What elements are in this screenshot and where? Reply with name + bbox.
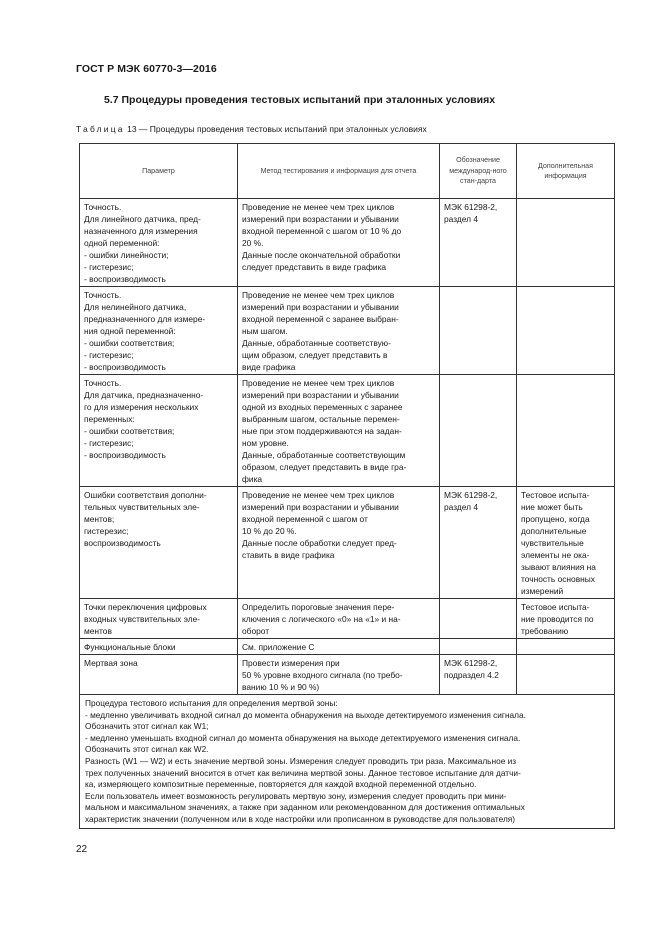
cell-line: МЭК 61298-2, — [444, 658, 498, 668]
standard-cell — [440, 487, 517, 599]
standard-header: ГОСТ Р МЭК 60770-3—2016 — [76, 63, 217, 75]
cell-line: ставить в виде графика — [242, 550, 335, 560]
standard-cell — [440, 655, 517, 695]
footnote-line: Разность (W1 — W2) и есть значение мертвой зоны. Измерения следует проводить три раза. Максимальное из — [85, 755, 517, 766]
method-cell — [238, 199, 440, 287]
table-caption-text: 13 — Процедуры проведения тестовых испытаний при эталонных условиях — [127, 124, 427, 134]
cell-line: пропущено, когда — [521, 514, 590, 524]
cell-line: Точки переключения цифровых — [84, 602, 207, 612]
method-cell — [238, 639, 440, 655]
table-header-row — [80, 144, 615, 199]
cell-line: Данные, обработанные соответствующим — [242, 450, 406, 460]
cell-line: Проведение не менее чем трех циклов — [242, 378, 395, 388]
cell-line: Функциональные блоки — [84, 642, 176, 652]
cell-line: точность основных — [521, 574, 595, 584]
footnote-line: ка, измеряющего композитные переменные, повторяется для каждой входной переменной отдельно. — [85, 779, 477, 790]
cell-line: входной переменной с заранее выбран- — [242, 314, 399, 324]
table-body — [80, 199, 615, 829]
info-cell — [517, 655, 615, 695]
cell-line: входных чувствительных эле- — [84, 614, 201, 624]
column-header-method: Метод тестирования и информация для отчета — [238, 144, 440, 199]
method-cell — [238, 655, 440, 695]
cell-line: измерений — [521, 586, 564, 596]
cell-line: измерений при возрастании и убывании — [242, 302, 399, 312]
parameter-cell — [80, 375, 238, 487]
cell-line: Для нелинейного датчика, — [84, 302, 187, 312]
cell-line: 10 % до 20 %. — [242, 526, 297, 536]
cell-line: Проведение не менее чем трех циклов — [242, 290, 395, 300]
cell-line: го для измерения нескольких — [84, 402, 199, 412]
cell-line: Определить пороговые значения пере- — [242, 602, 395, 612]
cell-line: ном уровне. — [242, 438, 289, 448]
cell-line: 20 %. — [242, 238, 264, 248]
cell-line: Для линейного датчика, пред- — [84, 214, 201, 224]
cell-line: виде графика — [242, 362, 296, 372]
footnote-line: Процедура тестового испытания для определения мертвой зоны: — [85, 698, 338, 708]
method-cell — [238, 287, 440, 375]
info-cell — [517, 639, 615, 655]
cell-line: фика — [242, 474, 263, 484]
cell-line: - ошибки линейности; — [84, 250, 169, 260]
cell-line: следует представить в виде графика — [242, 262, 387, 272]
cell-line: ванию 10 % и 90 %) — [242, 682, 320, 692]
cell-line: - ошибки соответствия; — [84, 426, 175, 436]
cell-line: - гистерезис; — [84, 350, 134, 360]
cell-line: ние проводится по — [521, 614, 594, 624]
footnote-line: мальном и максимальном значениях, а также при заданном или рекомендованном для достижения оптимальных — [85, 802, 525, 813]
cell-line: Точность. — [84, 202, 122, 212]
cell-line: тельных чувствительных эле- — [84, 502, 200, 512]
footnote-line: - медленно уменьшать входной сигнал до момента обнаружения на выходе детектируемого изменения сигнала. — [85, 732, 521, 743]
cell-line: элементы не ока- — [521, 550, 590, 560]
cell-line: щим образом, следует представить в — [242, 350, 388, 360]
standard-cell — [440, 599, 517, 639]
table-row — [80, 199, 615, 287]
cell-line: 50 % уровне входного сигнала (по требо- — [242, 670, 403, 680]
cell-line: ключения с логического «0» на «1» и на- — [242, 614, 401, 624]
cell-line: См. приложение С — [242, 642, 315, 652]
standard-cell — [440, 199, 517, 287]
column-header-standard: Обозначение международ-ного стан-дарта — [440, 144, 517, 199]
cell-line: образом, следует представить в виде гра- — [242, 462, 407, 472]
footnote-line: Обозначить этот сигнал как W1; — [85, 721, 209, 732]
table-caption-word: Таблица — [76, 124, 125, 134]
cell-line: дополнительные — [521, 526, 587, 536]
cell-line: - ошибки соответствия; — [84, 338, 175, 348]
cell-line: - воспроизводимость — [84, 274, 166, 284]
footnote-line: Обозначить этот сигнал как W2. — [85, 744, 209, 755]
cell-line: требованию — [521, 626, 569, 636]
cell-line: Точность. — [84, 378, 122, 388]
parameter-cell — [80, 287, 238, 375]
column-header-info: Дополнительная информация — [517, 144, 615, 199]
cell-line: - воспроизводимость — [84, 362, 166, 372]
cell-line: ние может быть — [521, 502, 583, 512]
footnote-line: характеристик значении (полученном или в ходе настройки или прописанном в руководстве для пользователя) — [85, 813, 516, 824]
cell-line: ментов — [84, 626, 112, 636]
cell-line: Данные после обработки следует пред- — [242, 538, 397, 548]
parameter-cell — [80, 655, 238, 695]
cell-line: Ошибки соответствия дополни- — [84, 490, 207, 500]
cell-line: измерений при возрастании и убывании — [242, 214, 399, 224]
info-cell — [517, 599, 615, 639]
footnote-cell — [80, 695, 615, 829]
table-row — [80, 375, 615, 487]
cell-line: Проведение не менее чем трех циклов — [242, 490, 395, 500]
cell-line: измерений при возрастании и убывании — [242, 390, 399, 400]
info-cell — [517, 287, 615, 375]
footnote-row — [80, 695, 615, 829]
cell-line: - гистерезис; — [84, 438, 134, 448]
cell-line: МЭК 61298-2, — [444, 202, 498, 212]
cell-line: Тестовое испыта- — [521, 490, 590, 500]
cell-line: раздел 4 — [444, 214, 479, 224]
table-row — [80, 655, 615, 695]
column-header-parameter: Параметр — [80, 144, 238, 199]
cell-line: ния одной переменной: — [84, 326, 176, 336]
standard-cell — [440, 375, 517, 487]
page-number: 22 — [76, 844, 88, 855]
footnote-line: - медленно увеличивать входной сигнал до момента обнаружения на выходе детектируемого изменения сигнала. — [85, 709, 526, 720]
cell-line: МЭК 61298-2, — [444, 490, 498, 500]
cell-line: чувствительные — [521, 538, 584, 548]
cell-line: зывают влияния на — [521, 562, 596, 572]
cell-line: Данные после окончательной обработки — [242, 250, 401, 260]
info-cell — [517, 375, 615, 487]
cell-line: ментов; — [84, 514, 115, 524]
cell-line: - гистерезис; — [84, 262, 134, 272]
cell-line: Для датчика, предназначенно- — [84, 390, 204, 400]
parameter-cell — [80, 599, 238, 639]
section-title: 5.7 Процедуры проведения тестовых испытаний при эталонных условиях — [104, 94, 496, 106]
cell-line: Тестовое испыта- — [521, 602, 590, 612]
cell-line: подраздел 4.2 — [444, 670, 499, 680]
cell-line: ные при этом поддерживаются на задан- — [242, 426, 402, 436]
parameter-cell — [80, 639, 238, 655]
cell-line: входной переменной с шагом от — [242, 514, 368, 524]
cell-line: гистерезис; — [84, 526, 129, 536]
cell-line: Данные, обработанные соответствую- — [242, 338, 391, 348]
cell-line: воспроизводимость — [84, 538, 161, 548]
footnote-line: трех полученных значений вносится в отчет как величина мертвой зоны. Данное тестовое испытание для датчи- — [85, 767, 521, 778]
cell-line: Точность. — [84, 290, 122, 300]
table-row — [80, 599, 615, 639]
procedures-table — [79, 143, 615, 829]
cell-line: выбранным шагом, остальные перемен- — [242, 414, 400, 424]
cell-line: одной переменной: — [84, 238, 160, 248]
table-row — [80, 639, 615, 655]
table-row — [80, 287, 615, 375]
info-cell — [517, 487, 615, 599]
cell-line: Мертвая зона — [84, 658, 138, 668]
cell-line: ным шагом. — [242, 326, 288, 336]
cell-line: одной из входных переменных с заранее — [242, 402, 403, 412]
cell-line: измерений при возрастании и убывании — [242, 502, 399, 512]
table-caption — [76, 124, 427, 134]
cell-line: Провести измерения при — [242, 658, 340, 668]
standard-cell — [440, 639, 517, 655]
standard-cell — [440, 287, 517, 375]
method-cell — [238, 487, 440, 599]
info-cell — [517, 199, 615, 287]
method-cell — [238, 599, 440, 639]
cell-line: раздел 4 — [444, 502, 479, 512]
footnote-line: Если пользователь имеет возможность регулировать мертвую зону, измерения следует проводить при мини- — [85, 790, 507, 801]
parameter-cell — [80, 487, 238, 599]
cell-line: назначенного для измерения — [84, 226, 198, 236]
cell-line: предназначенного для измере- — [84, 314, 206, 324]
cell-line: оборот — [242, 626, 270, 636]
method-cell — [238, 375, 440, 487]
cell-line: переменных: — [84, 414, 135, 424]
cell-line: Проведение не менее чем трех циклов — [242, 202, 395, 212]
table-row — [80, 487, 615, 599]
parameter-cell — [80, 199, 238, 287]
cell-line: - воспроизводимость — [84, 450, 166, 460]
cell-line: входной переменной с шагом от 10 % до — [242, 226, 402, 236]
